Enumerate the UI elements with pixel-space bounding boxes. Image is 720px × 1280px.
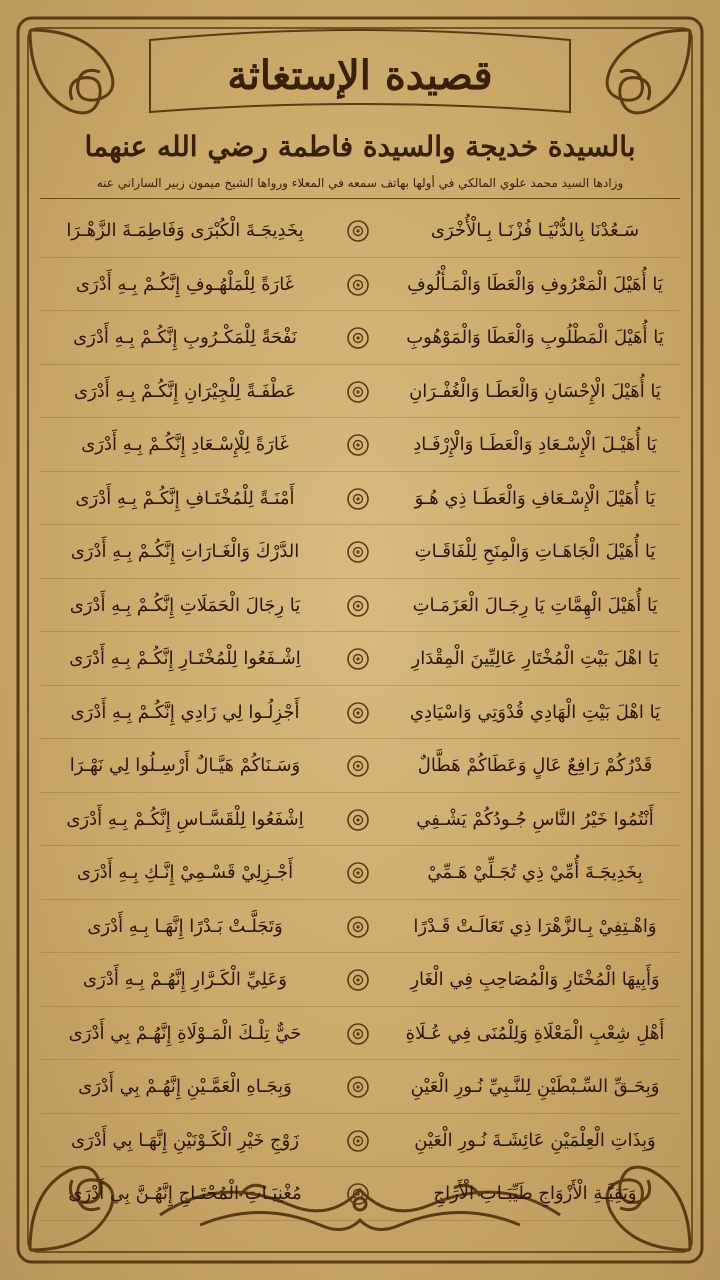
ornament-circle-icon: [346, 1182, 370, 1206]
verse-first-hemistich: أَنْتُمُوا خَيْرُ النَّاسِ جُـودُكُمْ يَشْـفِي: [416, 808, 654, 830]
poem-subtitle: بالسيدة خديجة والسيدة فاطمة رضي الله عنهما: [84, 130, 636, 163]
verse-second-hemistich: حَيٌّ تِلْـكَ الْمَـوْلَاةِ إِنَّهُـمْ بِي أَدْرَى: [68, 1022, 302, 1044]
verse-first-hemistich: يَا اهْلَ بَيْتِ الْمُخْتَارِ عَالِيِّينَ الْمِقْدَارِ: [411, 648, 659, 669]
verse-second-hemistich: وَسَـنَاكُمْ هَيَّـالٌ أَرْسِـلُوا لِي نَهْـرَا: [69, 755, 301, 776]
verse-second-hemistich: أَمْنَـةً لِلْمُخْتَـافِ إِنَّكُـمْ بِـهِ أَدْرَى: [75, 487, 295, 509]
verse-second-hemistich: غَارَةً لِلْمَلْهُـوفِ إِنَّكُـمْ بِـهِ أَدْرَى: [75, 273, 295, 295]
verse-second-hemistich: يَا رِجَالَ الْحَمَلَاتِ إِنَّكُـمْ بِـهِ أَدْرَى: [69, 594, 301, 616]
verse-row: [40, 1114, 680, 1168]
verse-first-hemistich: يَا أُهَيْلَ الْهِمَّاتِ يَا رِجَـالَ الْعَزَمَـاتِ: [412, 594, 658, 616]
verse-first-hemistich: يَا أُهَيْلَ الْمَعْرُوفِ وَالْعَطَا وَالْمَـأْلُوفِ: [407, 273, 663, 295]
verse-first-hemistich: أَهْلِ شِعْبِ الْمَعْلَاةِ وَلِلْمُنَى فِي عُـلَاةِ: [405, 1022, 665, 1044]
ornament-circle-icon: [346, 273, 370, 297]
verse-second-hemistich: وَبِجَـاهِ الْعَمَّـيْنِ إِنَّهُـمْ بِي أَدْرَى: [78, 1076, 292, 1097]
verse-row: [40, 793, 680, 847]
ornament-circle-icon: [346, 1022, 370, 1046]
verse-second-hemistich: وَتَجَلَّـتْ بَـدْرًا إِنَّهَـا بِـهِ أَدْرَى: [87, 915, 283, 937]
verse-second-hemistich: مُغْنِيَـاتِ الْمُحْتَـاجِ إِنَّهُـنَّ بِي أَدْرَى: [68, 1183, 302, 1204]
verse-first-hemistich: يَا أُهَيْلَ الْإِسْـعَافِ وَالْعَطَـا ذِي هُـوَ: [414, 487, 656, 509]
verse-first-hemistich: يَا أُهَيْلَ الْإِحْسَانِ وَالْعَطَـا وَالْغُفْـرَانِ: [409, 380, 661, 402]
verse-first-hemistich: يَا أُهَيْلَ الْجَاهَـاتِ وَالْمِنَحِ لِلْفَاقَـاتِ: [414, 541, 656, 562]
verse-second-hemistich: بِخَدِيجَـةَ الْكُبْرَى وَفَاطِمَـةَ الزَّهْـرَا: [66, 220, 304, 241]
verse-first-hemistich: بِخَدِيجَـةَ أُمِّيْ ذِي تُجَـلِّيْ هَـمِّيْ: [427, 862, 643, 883]
ornament-circle-icon: [346, 1075, 370, 1099]
verse-row: [40, 686, 680, 740]
ornament-circle-icon: [346, 1129, 370, 1153]
verse-second-hemistich: أَجْـزِلِيْ قَسْـمِيْ إِنَّـكِ بِـهِ أَدْرَى: [76, 862, 294, 883]
verse-first-hemistich: وَبِحَـقِّ السِّـبْطَيْنِ لِلنَّـبِيِّ نُـورِ الْعَيْنِ: [410, 1076, 660, 1097]
verse-second-hemistich: اِشْـفَعُوا لِلْمُخْتَـارِ إِنَّكُـمْ بِـهِ أَدْرَى: [69, 648, 301, 669]
ornament-circle-icon: [346, 915, 370, 939]
verse-second-hemistich: وَعَلِيِّ الْكَـرَّارِ إِنَّهُـمْ بِـهِ أَدْرَى: [83, 969, 287, 990]
verse-row: [40, 365, 680, 419]
ornament-circle-icon: [346, 968, 370, 992]
verse-second-hemistich: أَجْزِلُـوا لِي زَادِي إِنَّكُـمْ بِـهِ أَدْرَى: [70, 701, 300, 723]
ornament-circle-icon: [346, 540, 370, 564]
ornament-circle-icon: [346, 433, 370, 457]
verse-row: [40, 579, 680, 633]
poem-title: قصيدة الإستغاثة: [227, 52, 493, 99]
verse-second-hemistich: زَوْجِ خَيْرِ الْكَـوْنَيْنِ إِنَّهَـا بِي أَدْرَى: [70, 1129, 300, 1151]
ornament-circle-icon: [346, 326, 370, 350]
verse-row: [40, 900, 680, 954]
ornament-circle-icon: [346, 808, 370, 832]
verse-second-hemistich: الدَّرْكَ وَالْغَـارَاتِ إِنَّكُـمْ بِـهِ أَدْرَى: [70, 541, 300, 562]
verse-row: [40, 311, 680, 365]
ornament-circle-icon: [346, 380, 370, 404]
verse-row: [40, 258, 680, 312]
verse-row: [40, 204, 680, 258]
verse-first-hemistich: وَبَقِيَّـةِ الْأَزْوَاجِ طَيِّبَـاتِ الْأَرَاجِ: [433, 1183, 637, 1204]
verse-row: [40, 632, 680, 686]
verse-first-hemistich: وَاهْـتِفِيْ بِـالزَّهْرَا ذِي تَعَالَـتْ قَـدْرًا: [413, 915, 657, 937]
verse-row: [40, 472, 680, 526]
verse-row: [40, 846, 680, 900]
verse-first-hemistich: قَدْرُكُمْ رَافِعٌ عَالٍ وَعَطَاكُمْ هَطَّالٌ: [417, 755, 653, 776]
verse-first-hemistich: وَأَبِيهَا الْمُخْتَارِ وَالْمُصَاحِبِ فِي الْغَارِ: [410, 969, 660, 990]
verse-row: [40, 418, 680, 472]
verse-second-hemistich: نَفْحَةً لِلْمَكْـرُوبِ إِنَّكُـمْ بِـهِ أَدْرَى: [73, 327, 297, 348]
ornament-circle-icon: [346, 754, 370, 778]
ornament-circle-icon: [346, 647, 370, 671]
verse-list: [40, 204, 680, 1204]
attribution-note: وزادها السيد محمد علوي المالكي في أولها بهاتف سمعه في المعلاء ورواها الشيخ ميمون زبير الساراني عنه: [96, 176, 624, 190]
verse-first-hemistich: يَا أُهَيْلَ الْمَطْلُوبِ وَالْعَطَا وَالْمَوْهُوبِ: [406, 327, 664, 348]
verse-row: [40, 1060, 680, 1114]
ornament-circle-icon: [346, 861, 370, 885]
verse-first-hemistich: يَا اهْلَ بَيْتِ الْهَادِي قُدْوَتِي وَاسْيَادِي: [409, 701, 661, 723]
header-divider: [40, 198, 680, 199]
verse-second-hemistich: عَطْفَـةً لِلْجِيْرَانِ إِنَّكُـمْ بِـهِ أَدْرَى: [73, 380, 296, 402]
verse-first-hemistich: يَا أُهَيْـلَ الْإِسْـعَادِ وَالْعَطَـا وَالْإِرْفَـادِ: [413, 434, 657, 455]
verse-row: [40, 525, 680, 579]
ornament-circle-icon: [346, 487, 370, 511]
verse-row: [40, 953, 680, 1007]
verse-second-hemistich: غَارَةً لِلْإِسْـعَادِ إِنَّكُـمْ بِـهِ أَدْرَى: [81, 434, 289, 455]
verse-second-hemistich: اِشْفَعُوا لِلْقَسَّـاسِ إِنَّكُـمْ بِـهِ أَدْرَى: [66, 808, 304, 830]
verse-row: [40, 739, 680, 793]
verse-row: [40, 1167, 680, 1221]
verse-first-hemistich: وَبِذَاتِ الْعِلْمَيْنِ عَائِشَـةَ نُـورِ الْعَيْنِ: [414, 1129, 656, 1151]
ornament-circle-icon: [346, 594, 370, 618]
verse-first-hemistich: سَـعُدْنَا بِالدُّنْيَـا فُزْنَـا بِـالْأُخْرَى: [430, 220, 640, 241]
ornament-circle-icon: [346, 701, 370, 725]
verse-row: [40, 1007, 680, 1061]
ornament-circle-icon: [346, 219, 370, 243]
